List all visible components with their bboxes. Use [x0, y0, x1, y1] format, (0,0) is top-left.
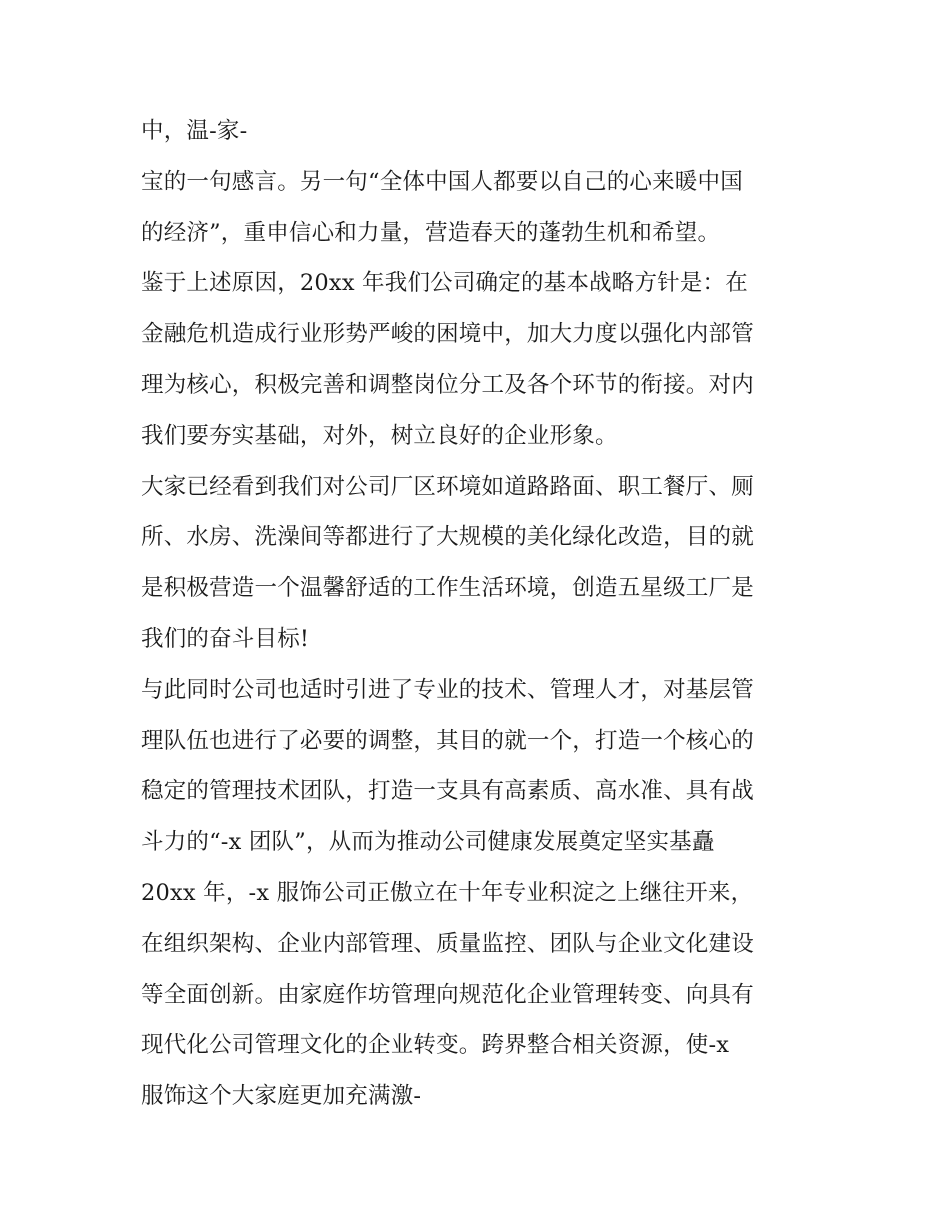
text-line: 斗力的“-x 团队”，从而为推动公司健康发展奠定坚实基矗: [141, 829, 715, 856]
text-line: 我们要夯实基础，对外，树立良好的企业形象。: [141, 422, 618, 449]
text-line: 是积极营造一个温馨舒适的工作生活环境，创造五星级工厂是: [141, 575, 754, 602]
text-line: 等全面创新。由家庭作坊管理向规范化企业管理转变、向具有: [141, 981, 754, 1008]
text-line: 我们的奋斗目标!: [141, 625, 310, 652]
document-body: [141, 106, 821, 1122]
text-line: 大家已经看到我们对公司厂区环境如道路路面、职工餐厅、厕: [141, 473, 754, 500]
text-line: 稳定的管理技术团队，打造一支具有高素质、高水准、具有战: [141, 778, 754, 805]
text-line: 理队伍也进行了必要的调整，其目的就一个，打造一个核心的: [141, 727, 754, 754]
text-line: 在组织架构、企业内部管理、质量监控、团队与企业文化建设: [141, 930, 754, 957]
text-line: 的经济”，重申信心和力量，营造春天的蓬勃生机和希望。: [141, 219, 721, 246]
text-line: 宝的一句感言。另一句“全体中国人都要以自己的心来暖中国: [141, 168, 743, 195]
text-line: 服饰这个大家庭更加充满激-: [141, 1083, 422, 1110]
text-line: 20xx 年，-x 服饰公司正傲立在十年专业积淀之上继往开来，: [141, 879, 754, 906]
text-line: 现代化公司管理文化的企业转变。跨界整合相关资源，使-x: [141, 1032, 730, 1059]
text-line: 鉴于上述原因，20xx 年我们公司确定的基本战略方针是：在: [141, 270, 748, 297]
text-line: 金融危机造成行业形势严峻的困境中，加大力度以强化内部管: [141, 321, 754, 348]
text-line: 与此同时公司也适时引进了专业的技术、管理人才，对基层管: [141, 676, 754, 703]
text-line: 中，温-家-: [141, 118, 248, 144]
text-line: 所、水房、洗澡间等都进行了大规模的美化绿化改造，目的就: [141, 524, 754, 551]
text-line: 理为核心，积极完善和调整岗位分工及各个环节的衔接。对内: [141, 371, 754, 398]
